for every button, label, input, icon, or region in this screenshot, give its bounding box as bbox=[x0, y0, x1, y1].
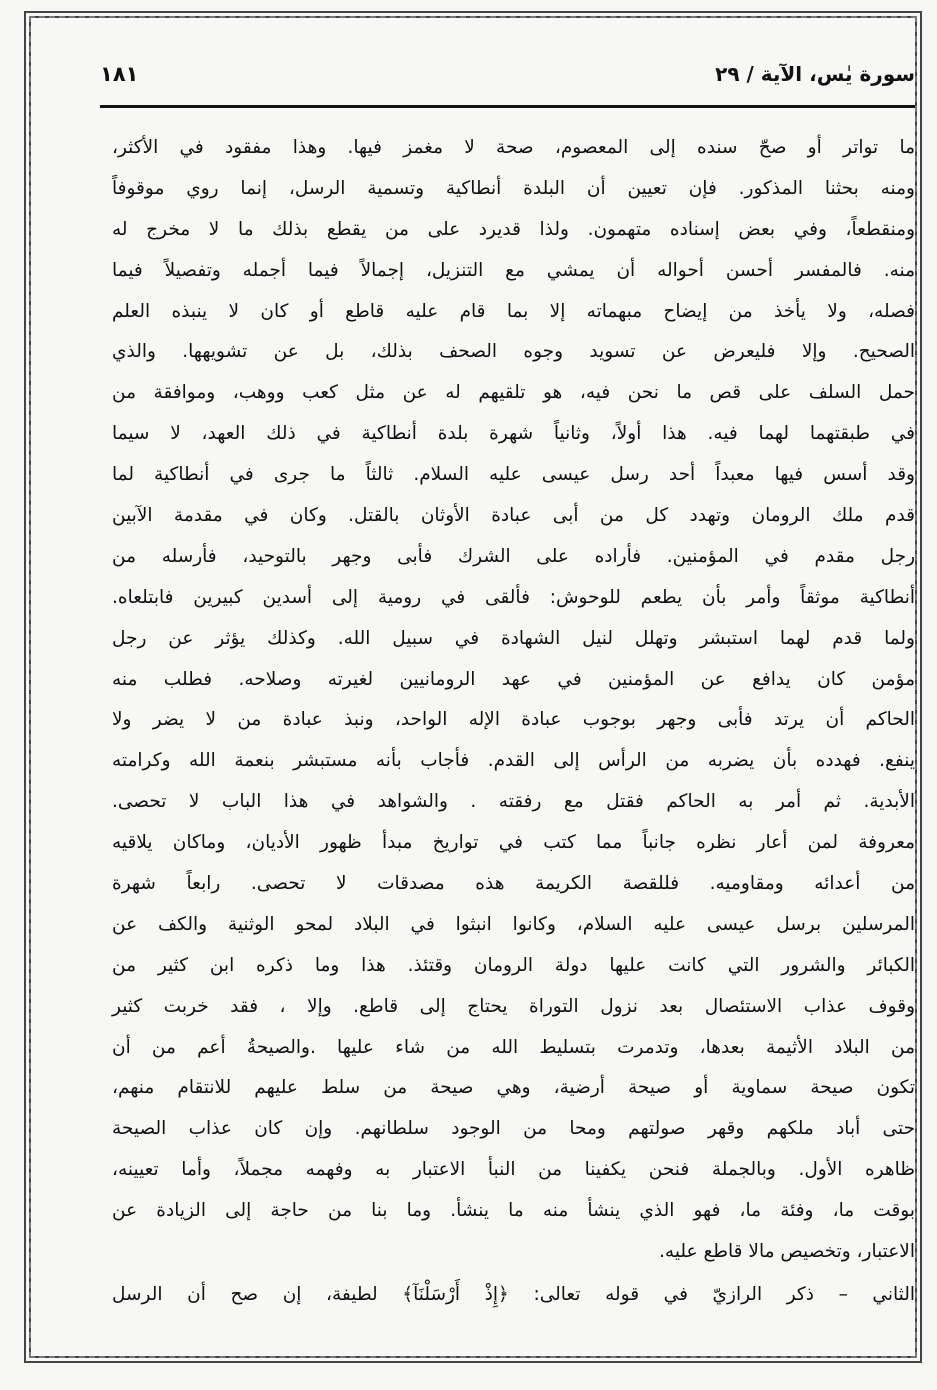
text-line: وقوف عذاب الاستئصال بعد نزول التوراة يحتاج إلى قاطع. وإلا ، فقد خربت كثير bbox=[112, 995, 915, 1017]
next-paragraph-line: الثاني – ذكر الرازيّ في قوله تعالى: ﴿إِذْ أَرْسَلْنَآ﴾ لطيفة، إن صح أن الرسل bbox=[112, 1283, 915, 1305]
text-line: مؤمن كان يدافع عن المؤمنين في عهد الرومانيين لغيرته وصلاحه. فطلب منه bbox=[112, 668, 915, 690]
text-line: تكون صيحة سماوية أو صيحة أرضية، وهي صيحة من سلط عليهم للانتقام منهم، bbox=[112, 1077, 915, 1099]
text-line: الحاكم أن يرتد فأبى وجهر بوجوب عبادة الإله الواحد، ونبذ عبادة من لا يضر ولا bbox=[112, 709, 915, 731]
text-line: ومنه بحثنا المذكور. فإن تعيين أن البلدة أنطاكية وتسمية الرسل، إنما روي موقوفاً bbox=[112, 177, 915, 199]
page-number: ١٨١ bbox=[100, 62, 139, 86]
text-line: ينفع. فهدده بأن يضربه من الرأس إلى القدم. فأجاب بأنه مستبشر بنعمة الله وكرامته bbox=[112, 750, 915, 772]
text-line: منه. فالمفسر أحسن أحواله أن يمشي مع التنزيل، إجمالاً فيما أجمله وتفصيلاً فيما bbox=[112, 259, 915, 281]
text-line: حمل السلف على قص ما نحن فيه، هو تلقيهم له عن مثل كعب ووهب، وموافقة من bbox=[112, 382, 915, 404]
text-line: قدم ملك الرومان وتهدد كل من أبى عبادة الأوثان بالقتل. وكان في مقدمة الآبين bbox=[112, 505, 915, 527]
text-line: الاعتبار، وتخصيص مالا قاطع عليه. bbox=[659, 1241, 915, 1263]
body-text bbox=[112, 128, 915, 1316]
header-rule bbox=[100, 105, 915, 108]
text-line: من أعدائه ومقاوميه. فللقصة الكريمة هذه مصدقات لا تحصى. رابعاً شهرة bbox=[112, 873, 915, 895]
text-line: الصحيح. وإلا فليعرض عن تسويد وجوه الصحف بذلك، بل عن تشويهها. والذي bbox=[112, 341, 915, 363]
text-line: الأبدية. ثم أمر به الحاكم فقتل مع رفقته . والشواهد في هذا الباب لا تحصى. bbox=[112, 791, 915, 813]
text-line: حتى أباد ملكهم وقهر صولتهم ومحا من الوجود سلطانهم. وإن كان عذاب الصيحة bbox=[112, 1118, 915, 1140]
text-line: رجل مقدم في المؤمنين. فأراده على الشرك فأبى وجهر بالتوحيد، فأرسله من bbox=[112, 545, 915, 567]
text-line: في طبقتهما لهما فيه. هذا أولاً، وثانياً شهرة بلدة أنطاكية في ذلك العهد، لا سيما bbox=[112, 423, 915, 445]
page-header bbox=[100, 62, 915, 96]
text-line: ما تواتر أو صحّ سنده إلى المعصوم، صحة لا مغمز فيها. وهذا مفقود في الأكثر، bbox=[112, 137, 915, 158]
running-title: سورة يٰس، الآية / ٢٩ bbox=[715, 62, 915, 86]
text-line: الكبائر والشرور التي كانت عليها دولة الرومان وقتئذ. هذا وما ذكره ابن كثير من bbox=[112, 954, 915, 976]
text-line: وقد أسس فيها معبداً أحد رسل عيسى عليه السلام. ثالثاً ما جرى في أنطاكية لما bbox=[112, 464, 915, 486]
text-line: المرسلين برسل عيسى عليه السلام، وكانوا انبثوا في البلاد لمحو الوثنية والكف عن bbox=[112, 913, 915, 935]
text-line: معروفة لمن أعار نظره جانباً مما كتب في تواريخ مبدأ ظهور الأديان، وماكان يلاقيه bbox=[112, 832, 915, 854]
text-line: ولما قدم لهما استبشر وتهلل لنيل الشهادة في سبيل الله. وكذلك يؤثر عن رجل bbox=[112, 627, 915, 649]
text-line: ظاهره الأول. وبالجملة فنحن يكفينا من النبأ الاعتبار به وفهمه مجملاً، وأما تعيينه، bbox=[112, 1159, 915, 1181]
text-line: أنطاكية موثقاً وأمر بأن يطعم للوحوش: فألقى في رومية إلى أسدين كبيرين فابتلعاه. bbox=[112, 586, 915, 608]
text-line: من البلاد الأثيمة بعدها، وتدمرت بتسليط الله من شاء عليها .والصيحةُ أعم من أن bbox=[112, 1036, 915, 1058]
text-line: فصله، ولا يأخذ من إيضاح مبهماته إلا بما قام عليه قاطع أو كان لا ينبذه العلم bbox=[112, 300, 915, 322]
text-line: ومنقطعاً، وفي بعض إسناده متهمون. ولذا قديرد على من يقطع بذلك ما لا مخرج له bbox=[112, 218, 915, 240]
text-line: بوقت ما، وفئة ما، فهو الذي ينشأ منه ما ينشأ. وما بنا من حاجة إلى الزيادة عن bbox=[112, 1200, 915, 1222]
